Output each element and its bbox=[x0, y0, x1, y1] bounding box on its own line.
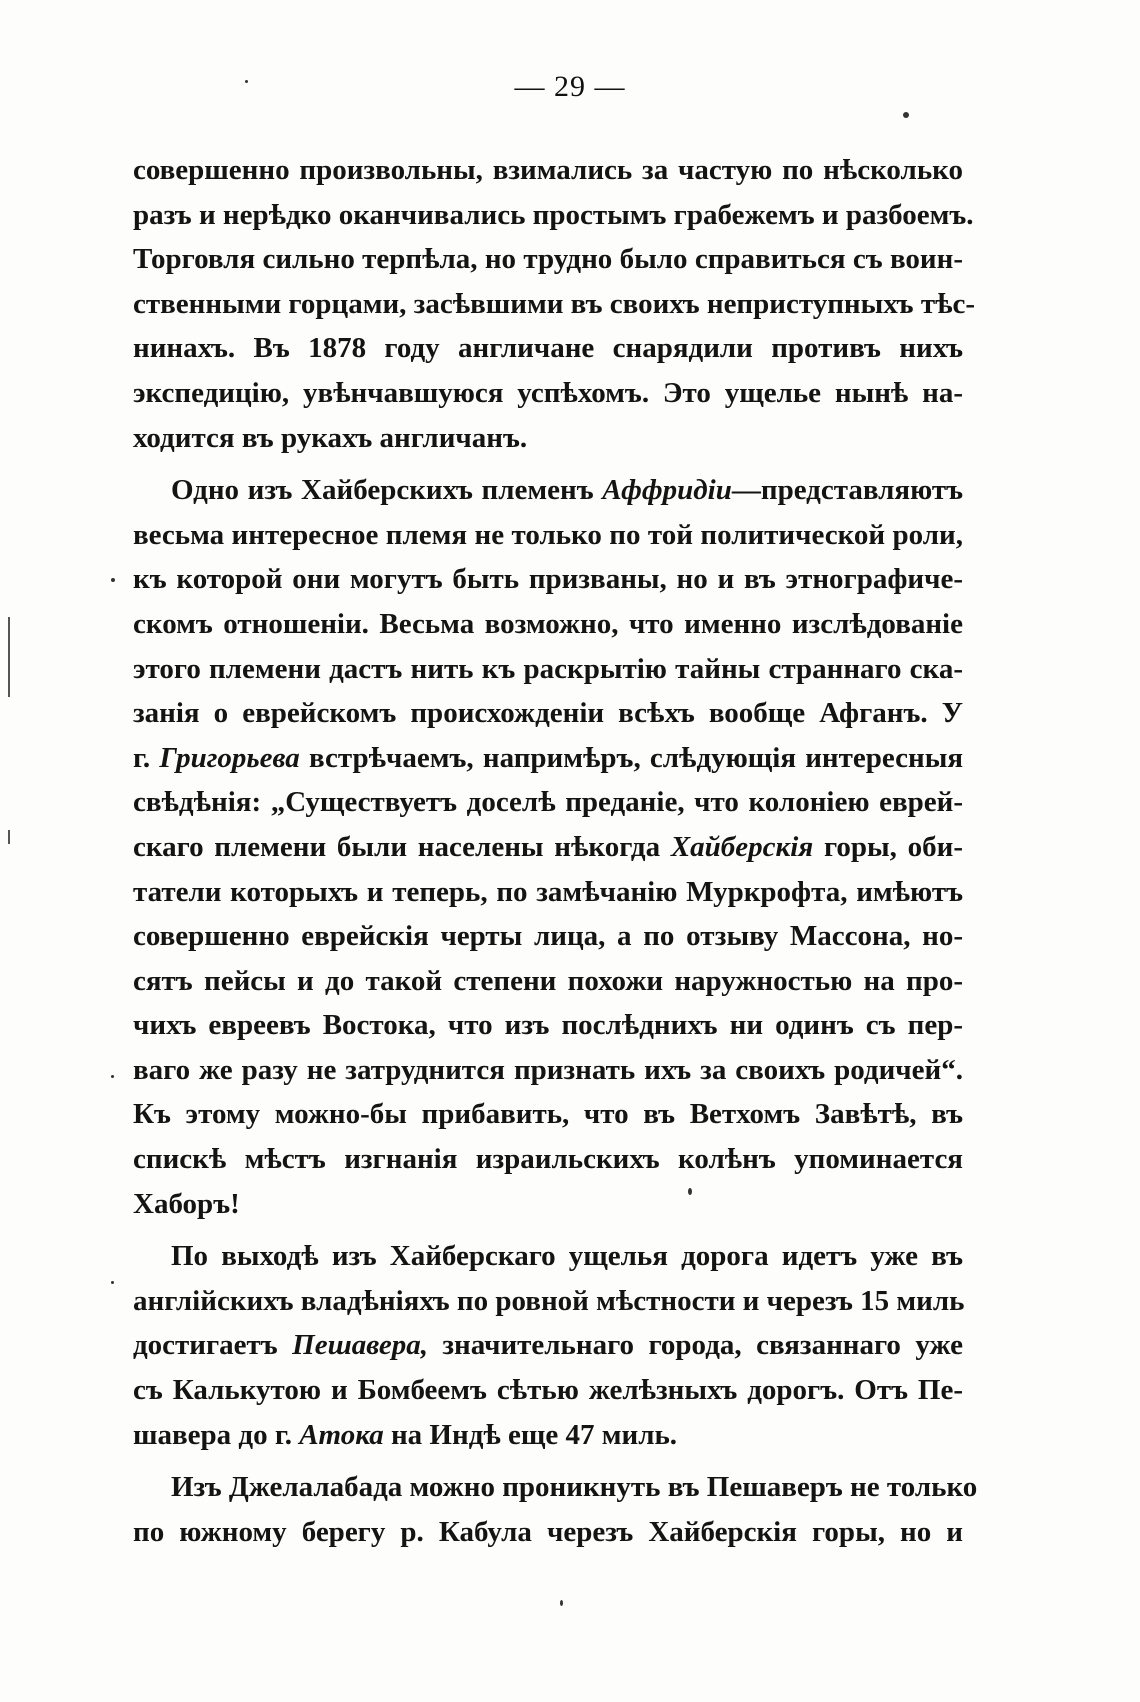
text-line: спискѣ мѣстъ изгнанія израильскихъ колѣнъ упоминается bbox=[133, 1143, 963, 1176]
text-segment: на Индѣ еще 47 миль. bbox=[390, 1418, 678, 1451]
scan-speck bbox=[111, 578, 115, 582]
paragraph-4 bbox=[133, 1465, 978, 1554]
scan-speck bbox=[111, 1281, 114, 1284]
text-line: этого племени дастъ нить къ раскрытію тайны страннаго ска- bbox=[133, 652, 963, 685]
page-number: — 29 — bbox=[514, 70, 626, 103]
text-segment: шавера до г. bbox=[133, 1418, 292, 1451]
text-line: разъ и нерѣдко оканчивались простымъ грабежемъ и разбоемъ. bbox=[133, 198, 974, 231]
italic-term-khaiberskiya: Хайберскія bbox=[670, 830, 814, 863]
text-line: весьма интересное племя не только по той политической роли, bbox=[133, 518, 963, 551]
scan-speck bbox=[245, 80, 248, 83]
scan-speck bbox=[111, 1075, 114, 1078]
body-text bbox=[133, 148, 978, 1554]
italic-term-atoka: Атока bbox=[299, 1418, 384, 1451]
text-line: свѣдѣнія: „Существуетъ доселѣ преданіе, что колоніею еврей- bbox=[133, 786, 963, 819]
text-line: экспедицію, увѣнчавшуюся успѣхомъ. Это ущелье нынѣ на- bbox=[133, 376, 963, 409]
italic-term-grigoreva: Григорьева bbox=[159, 741, 300, 774]
text-line: По выходѣ изъ Хайберскаго ущелья дорога идетъ уже въ bbox=[171, 1240, 963, 1273]
italic-term-affridii: Аффридіи bbox=[602, 474, 732, 507]
text-segment: —представляютъ bbox=[731, 474, 963, 507]
text-segment: горы, оби- bbox=[823, 830, 963, 863]
text-line bbox=[133, 1413, 963, 1458]
text-segment: значительнаго города, связаннаго уже bbox=[442, 1329, 963, 1362]
margin-mark bbox=[8, 617, 10, 697]
text-line: совершенно еврейскія черты лица, а по отзыву Массона, но- bbox=[133, 920, 963, 953]
scan-speck bbox=[903, 112, 909, 118]
text-line: ваго же разу не затруднится признать ихъ за своихъ родичей“. bbox=[133, 1053, 963, 1086]
text-line: Хаборъ! bbox=[133, 1187, 240, 1220]
text-segment: встрѣчаемъ, напримѣръ, слѣдующія интересныя bbox=[309, 741, 964, 774]
italic-term-peshavera: Пешавера, bbox=[292, 1329, 428, 1362]
text-line: чихъ евреевъ Востока, что изъ послѣднихъ ни одинъ съ пер- bbox=[133, 1009, 963, 1042]
text-line: занія о еврейскомъ происхожденіи всѣхъ вообще Афганъ. У bbox=[133, 697, 963, 730]
text-line: къ которой они могутъ быть призваны, но и въ этнографиче- bbox=[133, 563, 963, 596]
text-line: Торговля сильно терпѣла, но трудно было справиться съ воин- bbox=[133, 243, 963, 276]
text-line: сятъ пейсы и до такой степени похожи наружностью на про- bbox=[133, 964, 963, 997]
scan-speck bbox=[560, 1600, 563, 1606]
paragraph-3 bbox=[133, 1234, 963, 1457]
paragraph-2 bbox=[133, 468, 963, 1226]
text-segment: достигаетъ bbox=[133, 1329, 278, 1362]
text-line: Къ этому можно-бы прибавить, что въ Ветхомъ Завѣтѣ, въ bbox=[133, 1098, 963, 1131]
text-line: совершенно произвольны, взимались за частую по нѣсколько bbox=[133, 154, 963, 186]
text-segment: скаго племени были населены нѣкогда bbox=[133, 830, 661, 863]
scan-speck bbox=[688, 1188, 692, 1195]
text-line: ственными горцами, засѣвшими въ своихъ неприступныхъ тѣс- bbox=[133, 287, 976, 320]
margin-mark bbox=[8, 830, 10, 844]
text-line bbox=[133, 468, 963, 513]
text-line: ходится въ рукахъ англичанъ. bbox=[133, 421, 528, 454]
text-segment: Одно изъ Хайберскихъ племенъ bbox=[171, 474, 594, 507]
text-line: съ Калькутою и Бомбеемъ сѣтью желѣзныхъ дорогъ. Отъ Пе- bbox=[133, 1374, 963, 1407]
text-line: англійскихъ владѣніяхъ по ровной мѣстности и черезъ 15 миль bbox=[133, 1284, 965, 1317]
text-line: татели которыхъ и теперь, по замѣчанію Муркрофта, имѣютъ bbox=[133, 875, 963, 908]
text-line bbox=[133, 825, 963, 870]
text-line: по южному берегу р. Кабула черезъ Хайберскія горы, но и bbox=[133, 1515, 963, 1548]
text-segment: г. bbox=[133, 741, 151, 774]
text-line: Изъ Джелалабада можно проникнуть въ Пешаверъ не только bbox=[171, 1471, 978, 1504]
text-line: скомъ отношеніи. Весьма возможно, что именно изслѣдованіе bbox=[133, 607, 963, 640]
text-line bbox=[133, 1323, 963, 1368]
text-line bbox=[133, 736, 963, 781]
paragraph-1 bbox=[133, 148, 976, 460]
text-line: нинахъ. Въ 1878 году англичане снарядили противъ нихъ bbox=[133, 332, 963, 365]
